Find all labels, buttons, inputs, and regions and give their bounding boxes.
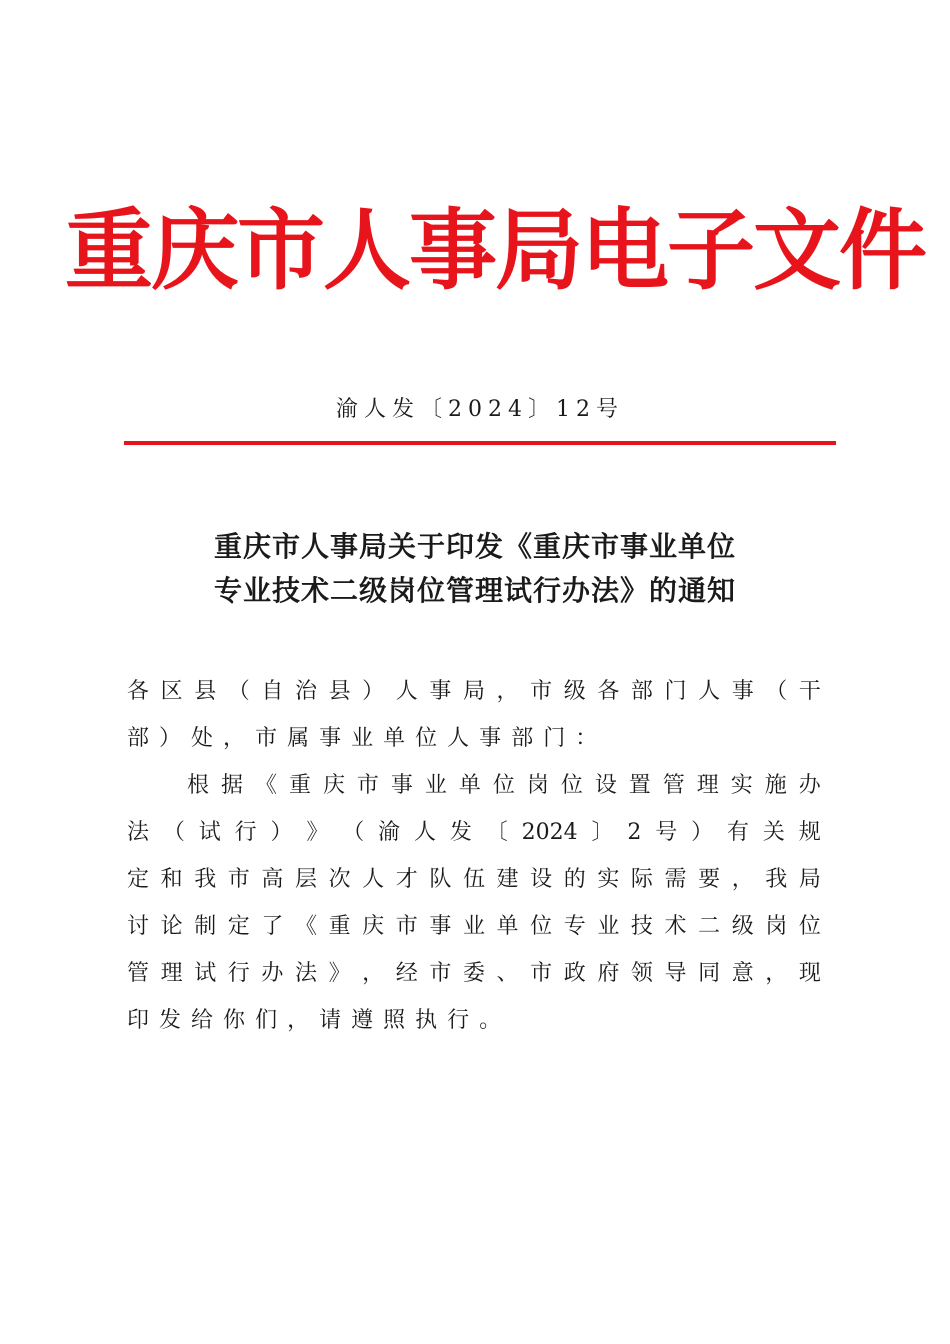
char: 事 [731,679,754,704]
char: 据 [220,773,243,798]
char: 印 [127,1008,150,1033]
char: 照 [383,1008,406,1033]
char: 遵 [351,1008,374,1033]
char: 部 [511,726,534,751]
char: 业 [351,726,374,751]
char: 、 [496,961,519,986]
char: 有 [726,820,749,845]
char: 实 [597,867,620,892]
char: 事 [479,726,502,751]
char: 干 [798,679,821,704]
char: 经 [395,961,418,986]
char: 门 [543,726,566,751]
char: 需 [664,867,687,892]
char: ） [270,820,293,845]
char: 委 [462,961,485,986]
char: 《 [254,773,277,798]
char: 我 [194,867,217,892]
document-number: 渝人发〔2024〕12号 [336,397,624,422]
char: ） [159,726,182,751]
char: 庆 [322,773,345,798]
char: 各 [127,679,150,704]
char: 我 [765,867,788,892]
red-divider-line [124,441,836,445]
char: 人 [447,726,470,751]
char: ， [731,867,754,892]
char: 同 [698,961,721,986]
char: ： [575,726,598,751]
char: 建 [496,867,519,892]
char: 市 [530,961,553,986]
char: 单 [458,773,481,798]
char: 市 [227,867,250,892]
char: 位 [492,773,515,798]
char: 定 [227,914,250,939]
char: 单 [496,914,519,939]
char: 属 [287,726,310,751]
char: 2024 [521,820,578,845]
char: 请 [319,1008,342,1033]
char: 部 [630,679,653,704]
char: 现 [798,961,821,986]
char: 市 [530,679,553,704]
char: 理 [160,961,183,986]
char: 号 [655,820,678,845]
char: 各 [597,679,620,704]
document-body [127,668,821,1044]
char: 际 [630,867,653,892]
char: 自 [261,679,284,704]
char: 行 [227,961,250,986]
char: 市 [356,773,379,798]
char: 处 [191,726,214,751]
char: 二 [698,914,721,939]
char: 级 [731,914,754,939]
char: 你 [223,1008,246,1033]
char: 事 [429,914,452,939]
char: 试 [194,961,217,986]
char: 定 [127,867,150,892]
char: 事 [319,726,342,751]
char: 设 [594,773,617,798]
char: 术 [664,914,687,939]
char: 论 [160,914,183,939]
char: 单 [383,726,406,751]
char: 试 [198,820,221,845]
document-title [0,525,950,613]
char: 制 [194,914,217,939]
char: 市 [429,961,452,986]
char: 业 [462,914,485,939]
char: 区 [160,679,183,704]
char: 管 [127,961,150,986]
char: 根 [187,773,210,798]
char: 市 [255,726,278,751]
char: 了 [261,914,284,939]
char: （ [227,679,250,704]
char: 关 [762,820,785,845]
char: 业 [597,914,620,939]
char: 庆 [362,914,385,939]
char: 门 [664,679,687,704]
char: ） [691,820,714,845]
char: 府 [597,961,620,986]
char: 人 [414,820,437,845]
char: 。 [479,1008,502,1033]
paragraph-line-5 [127,950,821,997]
char: 伍 [462,867,485,892]
char: 》 [328,961,351,986]
paragraph-line-2 [127,809,821,856]
char: 办 [798,773,821,798]
char: 业 [424,773,447,798]
char: 〕 [591,820,614,845]
char: 事 [429,679,452,704]
char: 们 [255,1008,278,1033]
char: 行 [234,820,257,845]
char: 位 [560,773,583,798]
char: 》 [306,820,329,845]
paragraph-line-3 [127,856,821,903]
char: 局 [798,867,821,892]
char: 才 [395,867,418,892]
char: 实 [730,773,753,798]
char: 办 [261,961,284,986]
char: 意 [731,961,754,986]
char: 局 [462,679,485,704]
char: 岗 [765,914,788,939]
char: 法 [127,820,150,845]
char: 重 [328,914,351,939]
recipients-line-2 [127,715,821,762]
char: 次 [328,867,351,892]
char: 县 [328,679,351,704]
char: 规 [798,820,821,845]
title-line-1: 重庆市人事局关于印发《重庆市事业单位 [213,530,736,563]
char: 高 [261,867,284,892]
char: 位 [415,726,438,751]
char: 和 [160,867,183,892]
char: ， [496,679,519,704]
char: 层 [294,867,317,892]
char: （ [342,820,365,845]
char: 岗 [526,773,549,798]
char: 人 [395,679,418,704]
char: 的 [563,867,586,892]
char: ） [362,679,385,704]
char: 位 [798,914,821,939]
char: ， [223,726,246,751]
char: 专 [563,914,586,939]
char: 《 [294,914,317,939]
char: 发 [449,820,472,845]
char: 领 [630,961,653,986]
char: 市 [395,914,418,939]
char: （ [162,820,185,845]
char: 发 [159,1008,182,1033]
char: 设 [530,867,553,892]
char: 2 [627,820,642,845]
title-line-2: 专业技术二级岗位管理试行办法》的通知 [213,574,736,607]
char: 事 [390,773,413,798]
char: 位 [530,914,553,939]
char: 治 [294,679,317,704]
char: 政 [563,961,586,986]
char: 给 [191,1008,214,1033]
char: 重 [288,773,311,798]
recipients-line-1 [127,668,821,715]
char: 〔 [485,820,508,845]
char: 队 [429,867,452,892]
char: 置 [628,773,651,798]
char: ， [362,961,385,986]
char: 施 [764,773,787,798]
char: 理 [696,773,719,798]
char: 技 [630,914,653,939]
char: 管 [662,773,685,798]
char: 行 [447,1008,470,1033]
char: 要 [698,867,721,892]
char: 人 [362,867,385,892]
paragraph-line-1 [127,762,821,809]
document-masthead: 重庆市人事局电子文件 [64,199,925,302]
char: 讨 [127,914,150,939]
char: 渝 [378,820,401,845]
char: 导 [664,961,687,986]
char: 人 [698,679,721,704]
char: 法 [294,961,317,986]
char: （ [765,679,788,704]
char: ， [287,1008,310,1033]
paragraph-line-4 [127,903,821,950]
char: 执 [415,1008,438,1033]
paragraph-line-6 [127,997,821,1044]
char: 级 [563,679,586,704]
char: 部 [127,726,150,751]
char: ， [765,961,788,986]
char: 县 [194,679,217,704]
